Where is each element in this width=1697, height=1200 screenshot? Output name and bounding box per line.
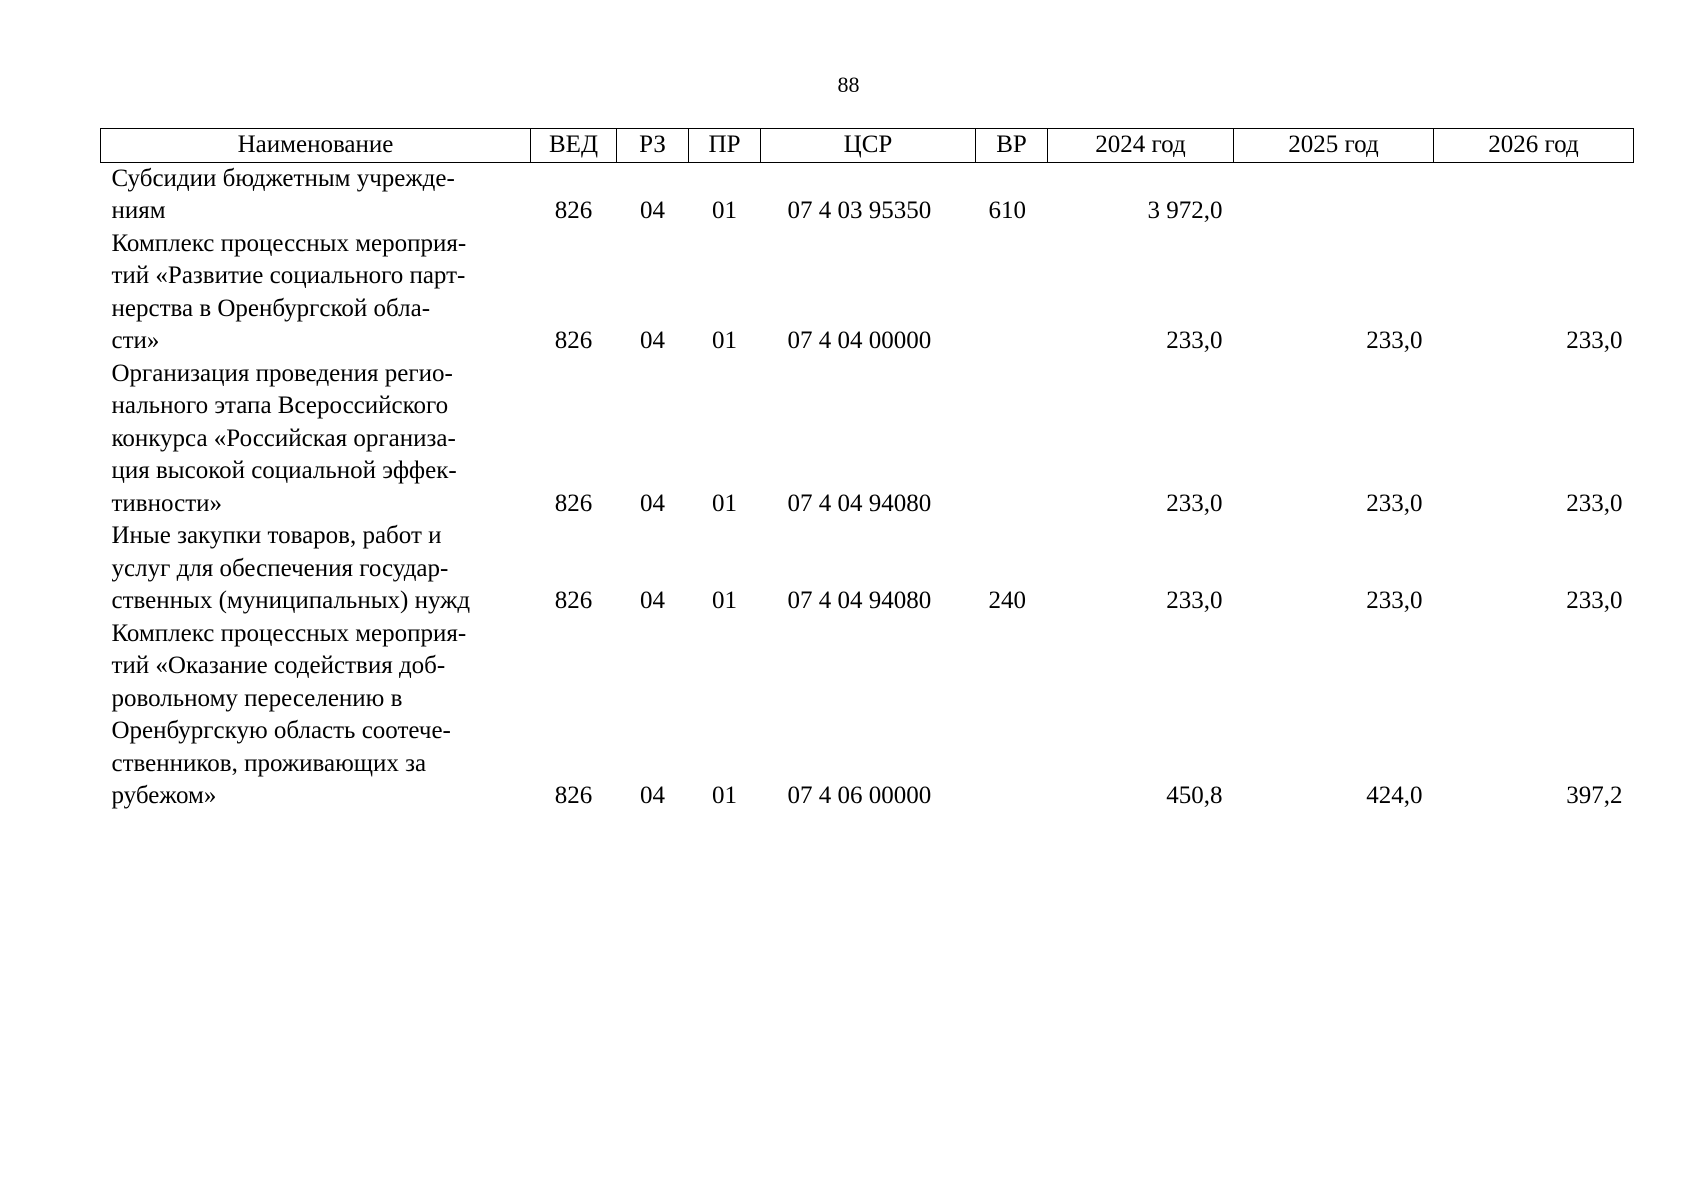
row-ved: 826: [554, 782, 593, 809]
header-csr: ЦСР: [761, 129, 976, 163]
row-name-line: конкурса «Российская организа-: [111, 424, 456, 452]
header-pr: ПР: [689, 129, 761, 163]
header-name: Наименование: [101, 129, 531, 163]
table-row: [101, 618, 1634, 813]
row-rz: 04: [640, 587, 665, 614]
row-name-line: ция высокой социальной эффек-: [111, 457, 457, 484]
row-name-line: тивности»: [111, 489, 223, 517]
row-name-line: ниям: [111, 197, 166, 224]
row-2024: 450,8: [1166, 782, 1223, 809]
row-name-line: услуг для обеспечения государ-: [111, 554, 449, 582]
row-rz: 04: [640, 782, 665, 809]
row-name-line: ственных (муниципальных) нужд: [111, 587, 471, 614]
table-row: [101, 520, 1634, 618]
row-name: [101, 358, 531, 521]
row-csr: 07 4 04 00000: [787, 327, 932, 354]
row-name-line: тий «Развитие социального парт-: [111, 262, 466, 289]
row-2026: 233,0: [1566, 489, 1623, 517]
table-row: [101, 228, 1634, 358]
row-2025: 233,0: [1366, 489, 1423, 517]
row-name-line: Комплекс процессных мероприя-: [111, 619, 467, 647]
row-csr: 07 4 03 95350: [787, 197, 932, 224]
row-2026: [1434, 162, 1634, 228]
row-2025: 233,0: [1366, 587, 1423, 614]
row-csr: 07 4 04 94080: [787, 587, 932, 614]
row-pr: 01: [712, 782, 737, 809]
row-csr: 07 4 04 94080: [787, 489, 932, 517]
row-name-line: Иные закупки товаров, работ и: [111, 522, 442, 549]
header-2025: 2025 год: [1234, 129, 1434, 163]
row-name-line: Организация проведения регио-: [111, 359, 453, 387]
row-2026: 397,2: [1566, 782, 1623, 809]
budget-table: [100, 128, 1634, 813]
row-vr: [976, 228, 1048, 358]
header-2024: 2024 год: [1048, 129, 1234, 163]
row-name-line: тий «Оказание содействия доб-: [111, 652, 446, 679]
row-2024: 3 972,0: [1147, 197, 1223, 224]
row-name-line: сти»: [111, 327, 160, 354]
row-2026: 233,0: [1566, 587, 1623, 614]
row-ved: 826: [554, 587, 593, 614]
row-name: [101, 618, 531, 813]
row-2025: [1234, 162, 1434, 228]
row-pr: 01: [712, 327, 737, 354]
row-pr: 01: [712, 587, 737, 614]
table-row: [101, 162, 1634, 228]
row-name-line: Комплекс процессных мероприя-: [111, 229, 467, 257]
row-2026: 233,0: [1566, 327, 1623, 354]
row-name-line: Субсидии бюджетным учрежде-: [111, 164, 455, 192]
row-name-line: ственников, проживающих за: [111, 749, 427, 777]
row-rz: 04: [640, 197, 665, 224]
header-2026: 2026 год: [1434, 129, 1634, 163]
row-ved: 826: [554, 327, 593, 354]
row-vr: [976, 358, 1048, 521]
page-number: 88: [837, 72, 860, 97]
row-name: [101, 162, 531, 228]
row-vr: 610: [988, 197, 1026, 224]
row-name-line: рубежом»: [111, 782, 217, 809]
table-row: [101, 358, 1634, 521]
row-ved: 826: [554, 489, 593, 517]
row-ved: 826: [554, 197, 593, 224]
row-name: [101, 520, 531, 618]
row-csr: 07 4 06 00000: [787, 782, 932, 809]
row-2025: 424,0: [1366, 782, 1423, 809]
row-vr: [976, 618, 1048, 813]
row-2024: 233,0: [1166, 587, 1223, 614]
row-2024: 233,0: [1166, 327, 1223, 354]
header-rz: РЗ: [617, 129, 689, 163]
header-vr: ВР: [976, 129, 1048, 163]
row-name-line: нального этапа Всероссийского: [111, 392, 449, 419]
header-row: [101, 129, 1634, 163]
row-2024: 233,0: [1166, 489, 1223, 517]
row-rz: 04: [640, 489, 665, 517]
row-pr: 01: [712, 197, 737, 224]
row-2025: 233,0: [1366, 327, 1423, 354]
row-vr: 240: [988, 587, 1026, 614]
row-rz: 04: [640, 327, 665, 354]
row-name-line: ровольному переселению в: [111, 684, 403, 712]
row-name: [101, 228, 531, 358]
header-ved: ВЕД: [531, 129, 617, 163]
row-pr: 01: [712, 489, 737, 517]
row-name-line: нерства в Оренбургской обла-: [111, 294, 431, 322]
row-name-line: Оренбургскую область соотече-: [111, 717, 451, 744]
